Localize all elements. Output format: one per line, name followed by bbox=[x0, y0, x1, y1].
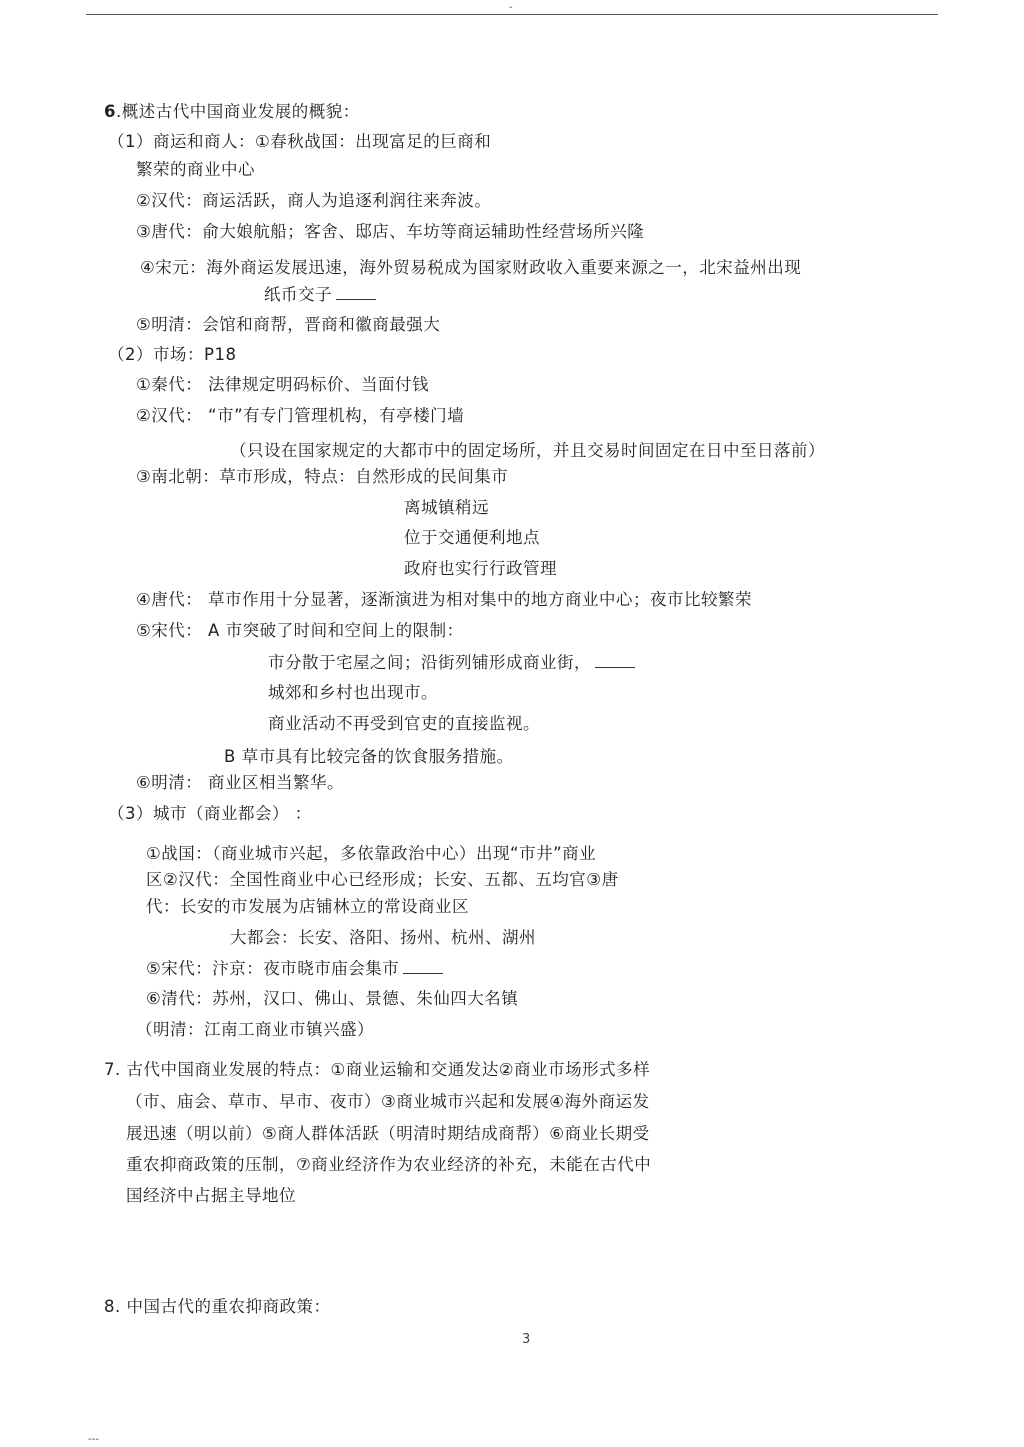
fill-in-blank bbox=[336, 285, 376, 300]
text-line: （3）城市（商业都会） ： bbox=[108, 804, 312, 823]
text-line: ①秦代： 法律规定明码标价、当面付钱 bbox=[136, 375, 430, 394]
text-line: 国经济中占据主导地位 bbox=[126, 1186, 296, 1205]
text-line: （只设在国家规定的大都市中的固定场所，并且交易时间固定在日中至日落前） bbox=[230, 441, 825, 460]
text-line: 代：长安的市发展为店铺林立的常设商业区 bbox=[146, 897, 469, 916]
text-line: 位于交通便利地点 bbox=[404, 528, 540, 547]
text-line bbox=[146, 958, 443, 980]
text-line: ④宋元：海外商运发展迅速，海外贸易税成为国家财政收入重要来源之一，北宋益州出现 bbox=[140, 258, 802, 277]
section-6-title-text: .概述古代中国商业发展的概貌： bbox=[115, 102, 360, 121]
text-line: 商业活动不再受到官吏的直接监视。 bbox=[268, 714, 540, 733]
text-line: （市、庙会、草市、早市、夜市）③商业城市兴起和发展④海外商运发 bbox=[126, 1092, 650, 1111]
text-line: 区②汉代：全国性商业中心已经形成；长安、五都、五均官③唐 bbox=[146, 870, 619, 889]
text-line: 政府也实行行政管理 bbox=[404, 559, 557, 578]
text-line bbox=[264, 284, 376, 306]
text-line: ①战国：（商业城市兴起，多依靠政治中心）出现“市井”商业 bbox=[146, 844, 597, 863]
text-line: ②汉代： “市”有专门管理机构，有亭楼门墙 bbox=[136, 406, 465, 425]
text-line: 繁荣的商业中心 bbox=[136, 160, 255, 179]
page-number: 3 bbox=[522, 1332, 531, 1347]
fill-in-blank bbox=[403, 959, 443, 974]
text-segment: ⑤宋代：汴京：夜市晓市庙会集市 bbox=[146, 959, 400, 978]
section-6-title bbox=[104, 101, 360, 123]
header-rule bbox=[86, 14, 938, 15]
text-line: （1）商运和商人：①春秋战国：出现富足的巨商和 bbox=[108, 132, 492, 151]
text-line: ④唐代： 草市作用十分显著，逐渐演进为相对集中的地方商业中心；夜市比较繁荣 bbox=[136, 590, 753, 609]
text-line: 大都会：长安、洛阳、扬州、杭州、湖州 bbox=[230, 928, 536, 947]
text-line: ②汉代：商运活跃，商人为追逐利润往来奔波。 bbox=[136, 191, 492, 210]
text-line: ⑤宋代： A 市突破了时间和空间上的限制： bbox=[136, 621, 464, 640]
header-mark: - bbox=[509, 2, 513, 13]
text-line: ③南北朝：草市形成，特点：自然形成的民间集市 bbox=[136, 467, 509, 486]
section-8-title: 8. 中国古代的重农抑商政策： bbox=[104, 1297, 331, 1316]
text-line: ③唐代：俞大娘航船；客舍、邸店、车坊等商运辅助性经营场所兴隆 bbox=[136, 222, 645, 241]
fill-in-blank bbox=[595, 653, 635, 668]
text-line: ⑥明清： 商业区相当繁华。 bbox=[136, 773, 345, 792]
text-line: 城郊和乡村也出现市。 bbox=[268, 683, 438, 702]
footer-mark: --- bbox=[88, 1434, 99, 1445]
text-line: ⑤明清：会馆和商帮，晋商和徽商最强大 bbox=[136, 315, 441, 334]
text-line: （明清：江南工商业市镇兴盛） bbox=[136, 1020, 374, 1039]
section-6-number: 6 bbox=[104, 102, 116, 121]
text-line bbox=[268, 652, 635, 674]
text-line: 展迅速（明以前）⑤商人群体活跃（明清时期结成商帮）⑥商业长期受 bbox=[126, 1124, 650, 1143]
text-line: 离城镇稍远 bbox=[404, 498, 489, 517]
section-7-line: 7. 古代中国商业发展的特点：①商业运输和交通发达②商业市场形式多样 bbox=[104, 1060, 651, 1079]
text-line: 重农抑商政策的压制，⑦商业经济作为农业经济的补充，未能在古代中 bbox=[126, 1155, 652, 1174]
text-line: B 草市具有比较完备的饮食服务措施。 bbox=[224, 747, 514, 766]
text-segment: 纸币交子 bbox=[264, 285, 332, 304]
text-line: （2）市场：P18 bbox=[108, 345, 237, 364]
text-segment: 市分散于宅屋之间；沿街列铺形成商业街， bbox=[268, 653, 591, 672]
text-line: ⑥清代：苏州，汉口、佛山、景德、朱仙四大名镇 bbox=[146, 989, 519, 1008]
